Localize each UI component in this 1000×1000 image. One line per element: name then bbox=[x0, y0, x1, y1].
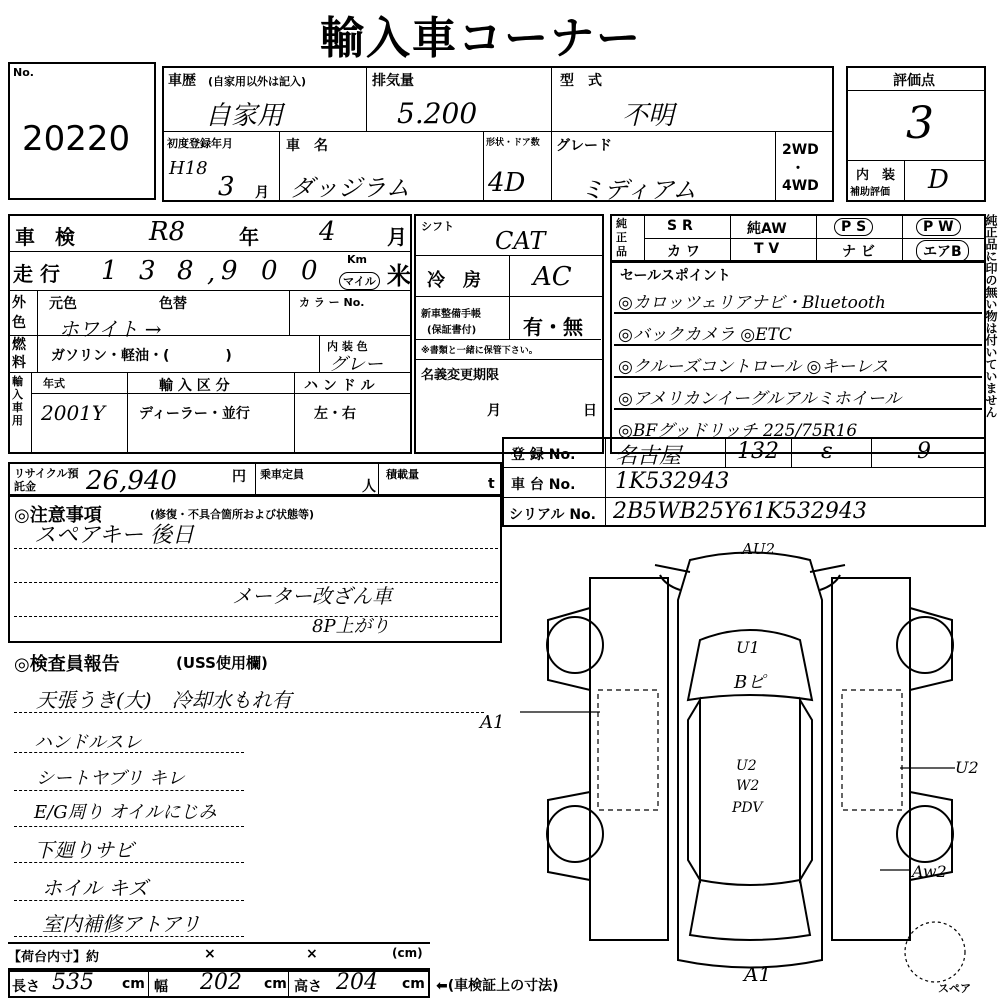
fuel-options: ガソリン・軽油・( ) bbox=[51, 348, 232, 364]
lot-no-label: No. bbox=[13, 66, 34, 79]
inspection-month-label: 月 bbox=[387, 225, 407, 249]
color-code-label: カ ラ ー No. bbox=[299, 296, 365, 309]
height-label: 高さ bbox=[294, 979, 322, 995]
equip-pw: P W bbox=[916, 218, 961, 236]
mileage-digit-2: 3 bbox=[139, 256, 156, 286]
equip-kawa: カ ワ bbox=[667, 244, 700, 260]
mileage-digit-1: 1 bbox=[101, 256, 118, 286]
diagram-hood-mark: U2 bbox=[736, 758, 757, 774]
serial-value: 2B5WB25Y61K532943 bbox=[613, 499, 867, 524]
notes-line-1: スペアキー 後日 bbox=[34, 523, 195, 548]
first-reg-month-suffix: 月 bbox=[255, 185, 269, 201]
drive-2wd: 2WD bbox=[782, 142, 819, 158]
notes-sub: (修復・不具合箇所および状態等) bbox=[150, 508, 315, 521]
mileage-digit-5: 0 bbox=[261, 256, 278, 286]
inspector-line-5: 下廻りサビ bbox=[34, 838, 134, 862]
inspector-line-6: ホイル キズ bbox=[42, 876, 148, 900]
displacement-label: 排気量 bbox=[372, 73, 414, 89]
interior-score-label: 内 装 bbox=[856, 168, 896, 183]
import-handle-value: 左・右 bbox=[314, 406, 356, 422]
cargo-x1: × bbox=[204, 946, 216, 962]
manual-label: 新車整備手帳 bbox=[421, 309, 481, 320]
inspector-line-4: E/G周り オイルにじみ bbox=[34, 802, 217, 823]
equip-airbag: エアB bbox=[916, 240, 969, 262]
model-label: 型 式 bbox=[560, 73, 602, 89]
name-change-day: 日 bbox=[583, 403, 597, 419]
name-change-label: 名義変更期限 bbox=[421, 368, 500, 383]
mileage-unit-mile: マイル bbox=[339, 272, 380, 290]
aircon-label: 冷 房 bbox=[427, 270, 481, 291]
sales-point-2: ◎バックカメラ ◎ETC bbox=[618, 325, 792, 345]
diagram-top-mark: AU2 bbox=[742, 540, 776, 558]
interior-score-sub: 補助評価 bbox=[850, 187, 890, 198]
mileage-sep: , bbox=[207, 258, 216, 288]
import-type-value: ディーラー・並行 bbox=[139, 406, 250, 422]
diagram-glass-mark: Bピ bbox=[734, 672, 766, 693]
length-unit: cm bbox=[122, 976, 145, 992]
mileage-digit-6: 0 bbox=[301, 256, 318, 286]
score-label: 評価点 bbox=[893, 73, 935, 89]
diagram-pdr-mark: PDV bbox=[732, 800, 763, 816]
registration-num: 9 bbox=[917, 439, 931, 464]
serial-label: シリアル No. bbox=[509, 507, 596, 523]
diagram-spare-label: スペア bbox=[938, 982, 971, 995]
cargo-row bbox=[8, 942, 430, 970]
drive-4wd: 4WD bbox=[782, 178, 819, 194]
recycle-label: リサイクル預託金 bbox=[14, 467, 79, 493]
registration-class: 132 bbox=[737, 439, 779, 464]
registration-kana: ε bbox=[821, 439, 833, 464]
notes-line-3: 8P上がり bbox=[312, 616, 390, 637]
equipment-label: 純正品 bbox=[616, 217, 627, 258]
model-value: 不明 bbox=[622, 101, 675, 131]
import-side-label: 輸入車用 bbox=[12, 375, 23, 427]
recycle-value: 26,940 bbox=[86, 466, 177, 496]
dimensions-box bbox=[8, 970, 430, 998]
width-unit: cm bbox=[264, 976, 287, 992]
diagram-windshield-mark: W2 bbox=[736, 778, 760, 794]
mileage-unit-km: Km bbox=[347, 253, 367, 266]
fuel-interior-value: グレー bbox=[329, 354, 383, 375]
name-change-month: 月 bbox=[487, 403, 501, 419]
recycle-unit: 円 bbox=[232, 469, 246, 485]
shift-label: シフト bbox=[421, 220, 454, 233]
manual-value: 有・無 bbox=[523, 315, 583, 339]
sales-point-3: ◎クルーズコントロール ◎キーレス bbox=[618, 357, 889, 377]
equip-navi: ナ ビ bbox=[842, 244, 875, 260]
notes-line-2: メーター改ざん車 bbox=[232, 584, 392, 608]
width-label: 幅 bbox=[154, 979, 168, 995]
fuel-interior-label: 内 装 色 bbox=[327, 340, 368, 353]
drive-dot: ・ bbox=[791, 161, 805, 177]
cargo-unit: (cm) bbox=[392, 946, 423, 960]
history-note: (自家用以外は記入) bbox=[208, 75, 307, 88]
first-reg-year: H18 bbox=[169, 158, 208, 179]
diagram-bottom-mark: A1 bbox=[744, 962, 772, 986]
sales-point-4: ◎アメリカンイーグルアルミホイール bbox=[618, 389, 902, 409]
capacity-unit: 人 bbox=[362, 479, 376, 495]
width-value: 202 bbox=[200, 970, 242, 995]
color-orig-label: 元色 bbox=[49, 296, 77, 312]
registration-label: 登 録 No. bbox=[511, 447, 576, 463]
equip-sr: S R bbox=[667, 218, 693, 234]
inspector-line-7: 室内補修アトアリ bbox=[42, 912, 201, 936]
cargo-label: 【荷台内寸】約 bbox=[8, 950, 100, 965]
manual-note: ※書類と一緒に保管下さい。 bbox=[421, 346, 538, 356]
inspector-sub: (USS使用欄) bbox=[176, 654, 268, 672]
chassis-value: 1K532943 bbox=[615, 469, 730, 494]
import-year-label: 年式 bbox=[43, 377, 65, 390]
car-name-value: ダッジラム bbox=[290, 174, 410, 202]
equip-ps: P S bbox=[834, 218, 873, 236]
diagram-right-door-mark: U2 bbox=[955, 758, 979, 777]
length-value: 535 bbox=[52, 970, 94, 995]
mileage-digit-4: 9 bbox=[221, 256, 238, 286]
lot-number: 20220 bbox=[22, 119, 131, 159]
chassis-label: 車 台 No. bbox=[511, 477, 576, 493]
grade-label: グレード bbox=[556, 138, 612, 154]
doors-value: 4D bbox=[488, 168, 526, 198]
manual-sub: (保証書付) bbox=[427, 325, 477, 336]
inspection-label: 車 検 bbox=[15, 225, 75, 249]
grade-value: ミディアム bbox=[580, 176, 697, 204]
height-value: 204 bbox=[336, 970, 378, 995]
diagram-roof-mark: U1 bbox=[736, 638, 760, 657]
equip-aw: 純AW bbox=[747, 221, 787, 237]
equip-tv: T V bbox=[754, 241, 780, 257]
load-unit: t bbox=[488, 476, 495, 492]
color-value: ホワイト → bbox=[59, 317, 162, 341]
color-side-label: 外色 bbox=[12, 295, 26, 331]
aircon-value: AC bbox=[533, 262, 572, 292]
capacity-label: 乗車定員 bbox=[260, 468, 304, 481]
import-year: 2001Y bbox=[41, 401, 106, 425]
inspector-line-1: 天張うき(大) 冷却水もれ有 bbox=[36, 688, 292, 712]
shift-value: CAT bbox=[495, 227, 546, 255]
import-handle-label: ハ ン ド ル bbox=[304, 378, 375, 394]
inspector-line-3: シートヤブリ キレ bbox=[36, 768, 185, 789]
color-change-label: 色替 bbox=[159, 296, 187, 312]
first-reg-label: 初度登録年月 bbox=[167, 137, 233, 150]
diagram-left-mark: A1 bbox=[480, 712, 505, 733]
mileage-mark: 米 bbox=[387, 262, 411, 290]
inspection-month: 4 bbox=[319, 217, 336, 247]
first-reg-month: 3 bbox=[218, 172, 235, 202]
mileage-label: 走 行 bbox=[13, 262, 60, 286]
import-type-label: 輸 入 区 分 bbox=[159, 378, 230, 394]
side-note: 純正品に印の無い物は付いていません bbox=[984, 214, 998, 418]
dimensions-note: ⬅(車検証上の寸法) bbox=[436, 978, 559, 994]
length-label: 長さ bbox=[12, 979, 40, 995]
sales-point-5: ◎BFグッドリッチ 225/75R16 bbox=[618, 421, 858, 441]
fuel-side-label: 燃料 bbox=[12, 337, 26, 371]
notes-label: ◎注意事項 bbox=[14, 505, 102, 526]
mileage-digit-3: 8 bbox=[177, 256, 194, 286]
inspector-label: ◎検査員報告 bbox=[14, 654, 120, 675]
car-name-label: 車 名 bbox=[286, 138, 328, 154]
displacement-value: 5.200 bbox=[397, 97, 478, 130]
inspector-line-2: ハンドルスレ bbox=[34, 732, 142, 753]
registration-place: 名古屋 bbox=[615, 444, 682, 469]
height-unit: cm bbox=[402, 976, 425, 992]
score-value: 3 bbox=[906, 98, 934, 149]
history-value: 自家用 bbox=[205, 101, 284, 131]
sales-point-1: ◎カロッツェリアナビ・Bluetooth bbox=[618, 293, 886, 313]
doors-label: 形状・ドア数 bbox=[486, 138, 540, 148]
inspection-year-label: 年 bbox=[239, 225, 259, 249]
interior-score-value: D bbox=[928, 165, 949, 195]
diagram-right-rear-mark: Aw2 bbox=[912, 862, 947, 881]
history-label: 車歴 bbox=[168, 73, 196, 89]
sales-points-label: セールスポイント bbox=[620, 268, 731, 284]
cargo-x2: × bbox=[306, 946, 318, 962]
page-title: 輸入車コーナー bbox=[320, 13, 642, 64]
load-label: 積載量 bbox=[386, 468, 419, 481]
inspection-era: R8 bbox=[149, 217, 186, 247]
